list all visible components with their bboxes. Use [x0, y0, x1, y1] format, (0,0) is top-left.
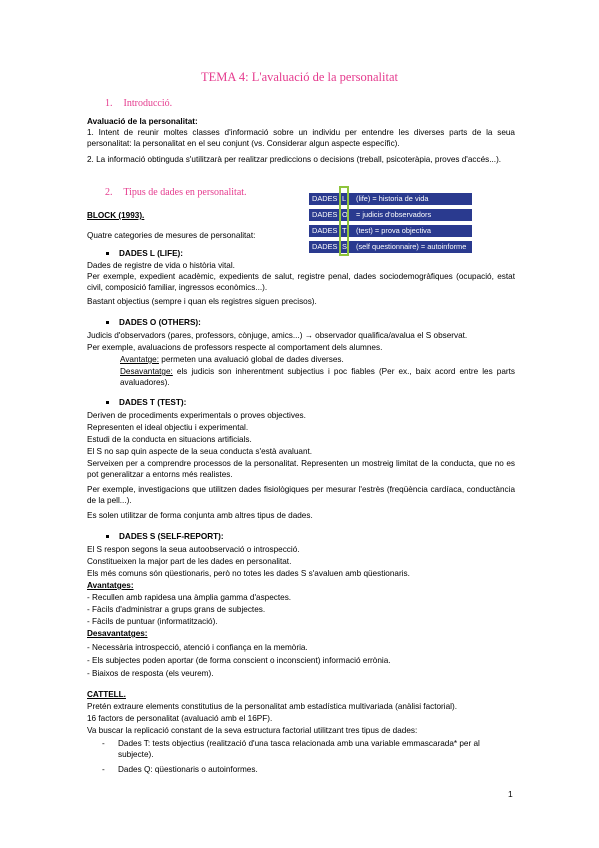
dades-description: (life) = historia de vida — [356, 194, 429, 203]
intro-heading: Avaluació de la personalitat: — [87, 117, 198, 126]
dades-row-o — [309, 209, 472, 221]
dades-l-line: Dades de registre de vida o història vital. — [87, 261, 235, 270]
dades-label: DADES — [312, 194, 338, 203]
dades-s-heading — [106, 532, 224, 541]
dades-t-heading — [106, 398, 186, 407]
section-2-number: 2. — [105, 187, 113, 198]
letters-highlight-box — [339, 186, 349, 256]
desavantatge-text: els judicis son inherentment subjectius i poc fiables (Per ex., baix acord entre les parts avaluadores). — [120, 367, 515, 387]
dades-row-s — [309, 241, 472, 253]
cattell-line: Va buscar la replicació constant de la seva estructura factorial utilitzant tres tipus de dades: — [87, 726, 418, 735]
dades-label: DADES — [312, 226, 338, 235]
dades-letter: S — [342, 242, 347, 251]
dades-s-heading-text: DADES S (SELF-REPORT): — [119, 532, 224, 541]
dades-letter: L — [342, 194, 347, 203]
cattell-list-item — [102, 764, 515, 775]
bullet-icon — [106, 321, 109, 324]
dades-t-heading-text: DADES T (TEST): — [119, 398, 187, 407]
dades-description: (self questionnaire) = autoinforme — [356, 242, 467, 251]
dades-o-desavantatge — [120, 366, 515, 388]
section-2-heading — [105, 187, 247, 198]
dades-s-desavantatge-item: - Els subjectes poden aportar (de forma conscient o inconscient) informació errònia. — [87, 656, 391, 665]
dades-t-line: El S no sap quin aspecte de la seua conducta s'està avaluant. — [87, 447, 313, 456]
dades-letter: T — [342, 226, 347, 235]
dades-letter: O — [342, 210, 348, 219]
cattell-list-item — [102, 738, 515, 760]
section-1-number: 1. — [105, 98, 113, 109]
bullet-icon — [106, 535, 109, 538]
dades-t-line: Deriven de procediments experimentals o proves objectives. — [87, 411, 306, 420]
dades-row-l — [309, 193, 472, 205]
dades-l-line: Bastant objectius (sempre i quan els registres siguen precisos). — [87, 297, 317, 306]
dades-s-line: Els més comuns són qüestionaris, però no totes les dades S s'avaluen amb qüestionaris. — [87, 569, 410, 578]
dades-s-avantatge-item: - Fàcils de puntuar (informatització). — [87, 617, 218, 626]
dades-o-line: Judicis d'observadors (pares, professors, cònjuge, amics...) → observador qualifica/avalua el S observat. — [87, 331, 468, 340]
dades-t-line: Es solen utilitzar de forma conjunta amb altres tipus de dades. — [87, 511, 313, 520]
dades-s-avantatge-item: - Recullen amb rapidesa una àmplia gamma d'aspectes. — [87, 593, 292, 602]
dades-s-avantatge-item: - Fàcils d'administrar a grups grans de subjectes. — [87, 605, 266, 614]
dades-o-heading — [106, 318, 201, 327]
dades-o-avantatge — [120, 354, 515, 365]
avantatge-text: permeten una avaluació global de dades diverses. — [159, 355, 344, 364]
cattell-list-text: Dades T: tests objectius (realització d'una tasca relacionada amb una variable emmascarada* per al subjecte). — [118, 739, 480, 759]
cattell-line: Pretén extraure elements constitutius de la personalitat amb estadística multivariada (anàlisi factorial). — [87, 702, 457, 711]
cattell-heading: CATTELL. — [87, 690, 126, 699]
dades-l-line: Per exemple, expedient acadèmic, expedients de salut, registre penal, dades sociodemogràfiques (ocupació, estat civil, composició familiar, ingressos econòmics...). — [87, 272, 515, 292]
section-1-title: Introducció. — [123, 98, 173, 109]
intro-paragraph-1: 1. Intent de reunir moltes classes d'informació sobre un individu per entendre les diverses parts de la seua personalitat: la personalitat en el seu conjunt (vs. Considerar algun aspecte específic). — [87, 128, 515, 148]
dades-description: = judicis d'observadors — [356, 210, 432, 219]
intro-paragraph-2: 2. La informació obtinguda s'utilitzarà per realitzar prediccions o decisions (treball, psicoteràpia, proves d'accés...). — [87, 155, 502, 164]
dades-l-heading — [106, 249, 183, 258]
dades-t-line: Representen el ideal objectiu i experimental. — [87, 423, 249, 432]
bullet-icon — [106, 401, 109, 404]
dades-s-desavantatges-label: Desavantatges: — [87, 629, 148, 638]
section-2-title: Tipus de dades en personalitat. — [123, 187, 247, 198]
dades-s-desavantatge-item: - Necessària introspecció, atenció i confiança en la memòria. — [87, 643, 308, 652]
block-heading: BLOCK (1993). — [87, 211, 145, 220]
page-number: 1 — [508, 789, 513, 799]
dades-t-line: Per exemple, investigacions que utilitzen dades fisiològiques per mesurar l'estrès (freqüència cardíaca, conductància de la pell...). — [87, 485, 515, 505]
dades-label: DADES — [312, 242, 338, 251]
block-intro: Quatre categories de mesures de personalitat: — [87, 231, 256, 240]
dades-s-avantatges-label: Avantatges: — [87, 581, 134, 590]
cattell-line: 16 factors de personalitat (avaluació amb el 16PF). — [87, 714, 273, 723]
dades-t-line: Estudi de la conducta en situacions artificials. — [87, 435, 252, 444]
dades-o-line: Per exemple, avaluacions de professors respecte al comportament dels alumnes. — [87, 343, 383, 352]
dades-l-heading-text: DADES L (LIFE): — [119, 249, 183, 258]
cattell-list-text: Dades Q: qüestionaris o autoinformes. — [118, 765, 258, 774]
dades-row-t — [309, 225, 472, 237]
dades-o-heading-text: DADES O (OTHERS): — [119, 318, 201, 327]
avantatge-label: Avantatge: — [120, 355, 159, 364]
dades-s-line: El S respon segons la seua autoobservació o introspecció. — [87, 545, 300, 554]
dash-marker: - — [102, 739, 105, 748]
dades-s-line: Constitueixen la major part de les dades en personalitat. — [87, 557, 292, 566]
dades-label: DADES — [312, 210, 338, 219]
desavantatge-label: Desavantatge: — [120, 367, 173, 376]
section-1-heading — [105, 98, 172, 109]
document-title: TEMA 4: L'avaluació de la personalitat — [201, 70, 398, 84]
dades-description: (test) = prova objectiva — [356, 226, 431, 235]
dades-s-desavantatge-item: - Biaixos de resposta (els veurem). — [87, 669, 214, 678]
dades-t-line: Serveixen per a comprendre processos de la personalitat. Representen un mostreig limitat de la conducta, que no es pot generalitzar a entorns més realistes. — [87, 459, 515, 479]
dash-marker: - — [102, 765, 105, 774]
bullet-icon — [106, 252, 109, 255]
